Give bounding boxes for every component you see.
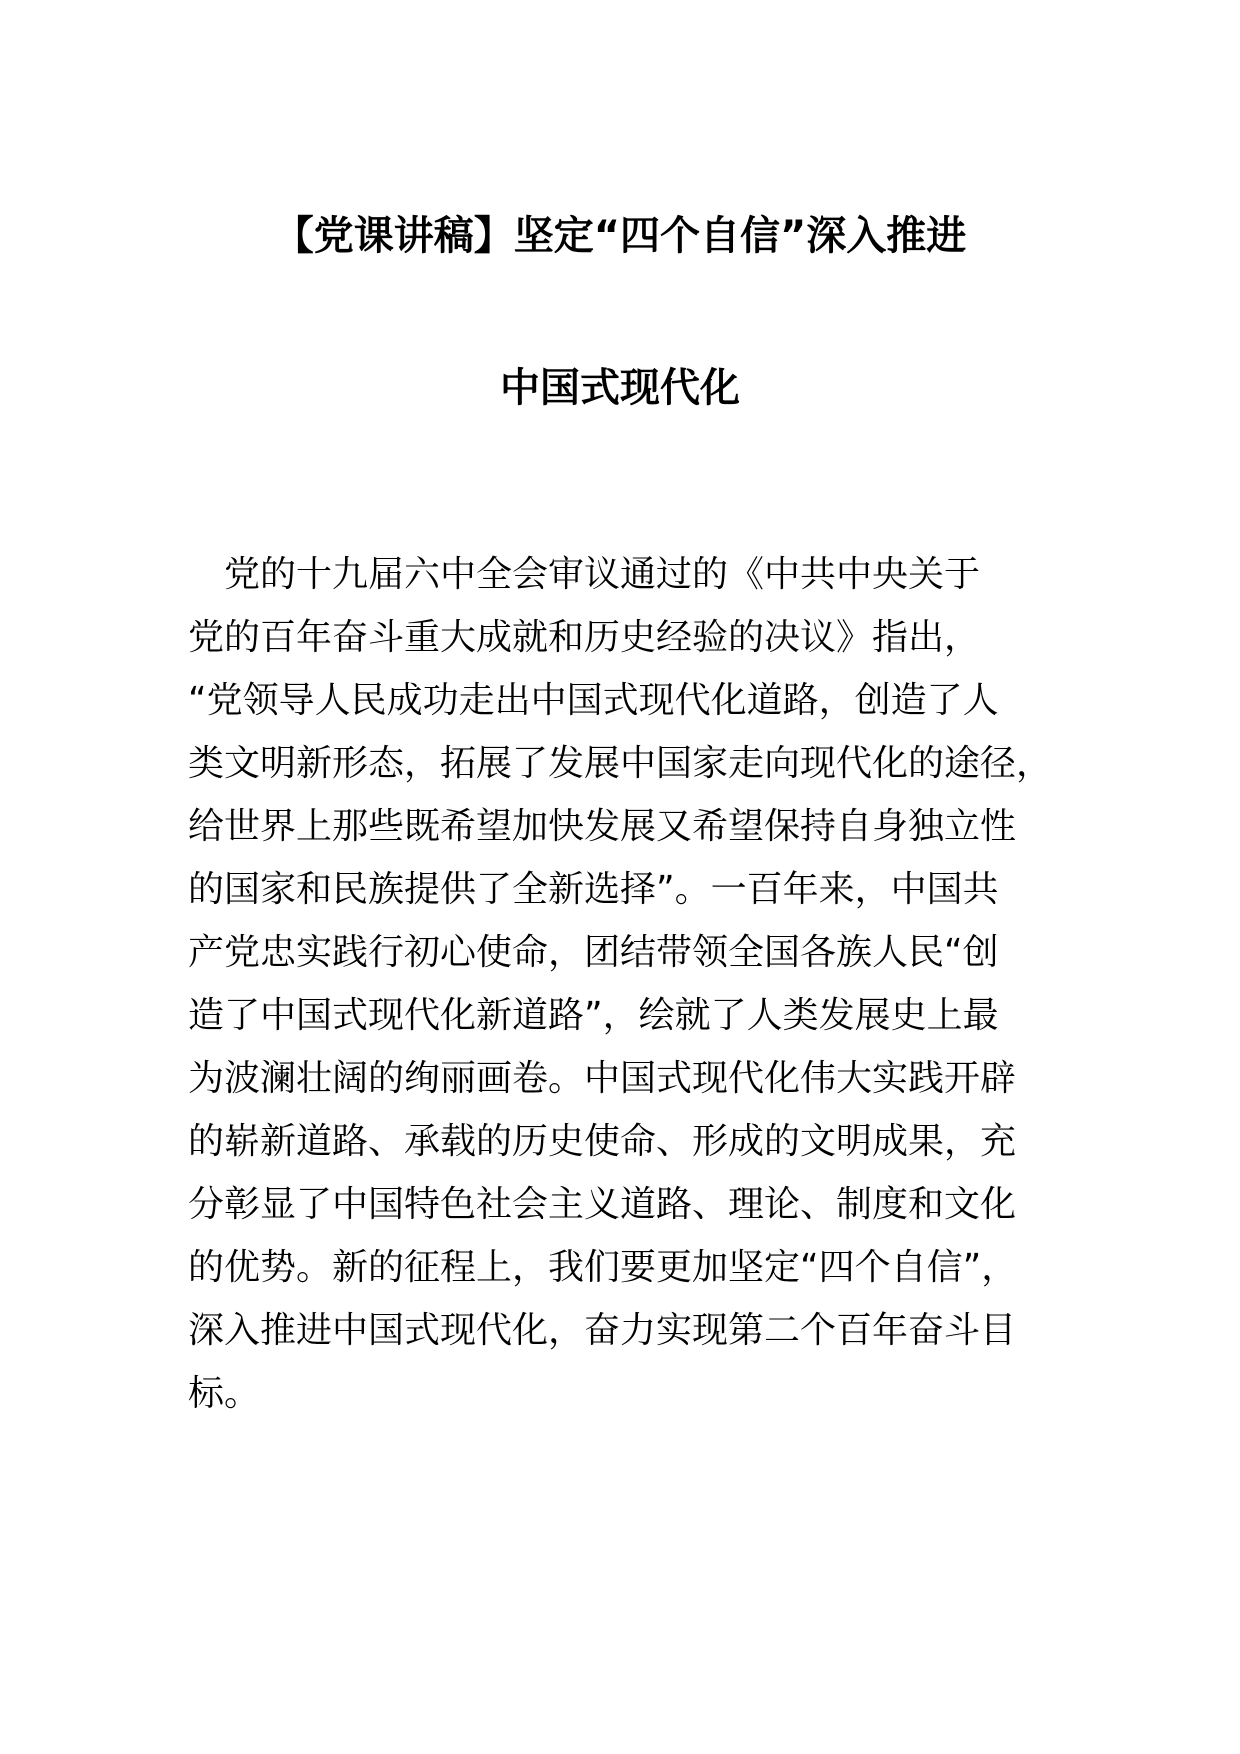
body-line: 类文明新形态，拓展了发展中国家走向现代化的途径， (188, 743, 1053, 784)
body-line: 标。 (188, 1373, 261, 1414)
body-line: 的崭新道路、承载的历史使命、形成的文明成果，充 (188, 1121, 1017, 1162)
body-line: “党领导人民成功走出中国式现代化道路，创造了人 (188, 680, 999, 721)
body-line: 党的百年奋斗重大成就和历史经验的决议》指出， (188, 617, 981, 658)
body-line: 给世界上那些既希望加快发展又希望保持自身独立性 (188, 806, 1017, 847)
body-line: 的优势。新的征程上，我们要更加坚定“四个自信”， (188, 1247, 1018, 1288)
body-line: 产党忠实践行初心使命，团结带领全国各族人民“创 (188, 932, 999, 973)
document-title-line-2: 中国式现代化 (500, 365, 740, 411)
body-line: 深入推进中国式现代化，奋力实现第二个百年奋斗目 (188, 1310, 1017, 1351)
body-line: 为波澜壮阔的绚丽画卷。中国式现代化伟大实践开辟 (188, 1058, 1017, 1099)
body-line: 的国家和民族提供了全新选择”。一百年来，中国共 (188, 869, 999, 910)
body-line: 造了中国式现代化新道路”，绘就了人类发展史上最 (188, 995, 999, 1036)
document-body-paragraph (188, 543, 1068, 1425)
body-line: 分彰显了中国特色社会主义道路、理论、制度和文化 (188, 1184, 1017, 1225)
body-line: 党的十九届六中全会审议通过的《中共中央关于 (188, 554, 981, 595)
document-title-line-1: 【党课讲稿】坚定“四个自信”深入推进 (273, 213, 967, 259)
